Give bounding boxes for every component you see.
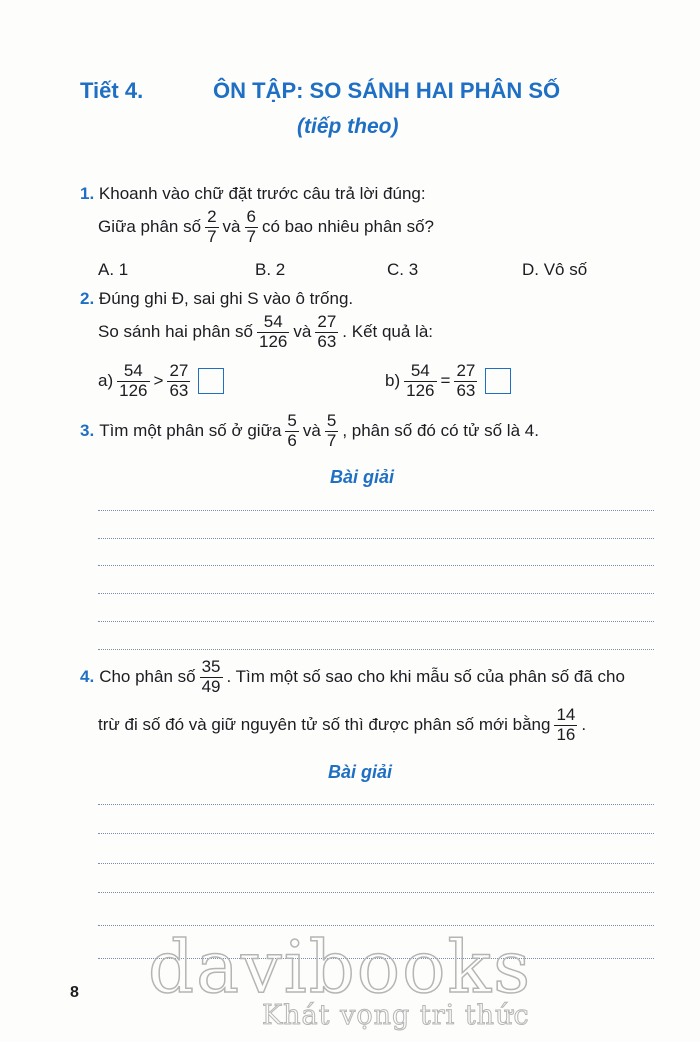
q1-option-d[interactable]: D. Vô số — [522, 260, 588, 279]
watermark-slogan: Khát vọng tri thức — [262, 1000, 530, 1031]
watermark-brand: davibooks — [148, 925, 533, 1009]
q1-text-a: Giữa phân số — [98, 217, 202, 237]
question-1-statement — [98, 208, 434, 246]
page-number: 8 — [70, 984, 79, 1001]
q4-answer-line[interactable] — [98, 863, 654, 864]
q2-b-fraction-1: $\frac{54}{126}$ — [406, 361, 435, 400]
q2-a-operator: > — [153, 371, 164, 391]
q3-text-a: Tìm một phân số ở giữa — [99, 421, 282, 441]
q3-solution-heading: Bài giải — [330, 467, 395, 487]
q2-a-fraction-1: $\frac{54}{126}$ — [119, 361, 148, 400]
q3-fraction-1: $\frac{5}{6}$ — [287, 411, 297, 450]
q2-a-answer-box[interactable] — [198, 368, 224, 394]
q2-b-operator: = — [440, 371, 451, 391]
q4-fraction-1: $\frac{35}{49}$ — [201, 657, 221, 696]
page-title: ÔN TẬP: SO SÁNH HAI PHÂN SỐ — [213, 78, 561, 103]
q4-text-b: . Tìm một số sao cho khi mẫu số của phân số đã cho — [226, 667, 625, 687]
q4-answer-line[interactable] — [98, 833, 654, 834]
q2-text-a: So sánh hai phân số — [98, 322, 254, 342]
q2-statement-a — [98, 362, 224, 400]
question-4-continuation — [98, 706, 586, 744]
question-1-prompt — [80, 184, 426, 204]
q2-b-label: b) — [385, 371, 401, 391]
question-3-prompt — [80, 412, 539, 450]
q4-answer-line[interactable] — [98, 804, 654, 805]
question-4-number: 4. — [80, 667, 95, 687]
q4-text-d: . — [581, 715, 587, 735]
q4-text-a: Cho phân số — [99, 667, 196, 687]
question-2-prompt — [80, 289, 353, 309]
q1-option-c[interactable]: C. 3 — [387, 260, 419, 279]
q2-fraction-1: $\frac{54}{126}$ — [259, 312, 288, 351]
q2-b-fraction-2: $\frac{27}{63}$ — [456, 361, 476, 400]
q2-statement-b — [385, 362, 511, 400]
question-4-prompt — [80, 658, 625, 696]
q2-text-b: . Kết quả là: — [342, 322, 434, 342]
q3-answer-line[interactable] — [98, 649, 654, 650]
question-3-number: 3. — [80, 421, 95, 441]
q2-b-answer-box[interactable] — [485, 368, 511, 394]
q1-option-a[interactable]: A. 1 — [98, 260, 129, 279]
q2-fraction-2: $\frac{27}{63}$ — [317, 312, 337, 351]
q4-fraction-2: $\frac{14}{16}$ — [556, 705, 576, 744]
q3-fraction-2: $\frac{5}{7}$ — [326, 411, 337, 450]
page-subtitle: (tiếp theo) — [297, 115, 399, 138]
q1-text-b: có bao nhiêu phân số? — [261, 217, 435, 237]
lesson-number: Tiết 4. — [80, 78, 144, 103]
q3-answer-line[interactable] — [98, 565, 654, 566]
q4-text-c: trừ đi số đó và giữ nguyên tử số thì được phân số mới bằng — [98, 715, 551, 735]
q1-fraction-2: $\frac{6}{7}$ — [246, 207, 256, 246]
question-2-text: Đúng ghi Đ, sai ghi S vào ô trống. — [98, 289, 354, 308]
question-2-number: 2. — [80, 289, 95, 308]
question-1-number: 1. — [80, 184, 95, 203]
q4-answer-line[interactable] — [98, 892, 654, 893]
q3-answer-line[interactable] — [98, 510, 654, 511]
q4-solution-heading: Bài giải — [328, 762, 393, 782]
q3-text-b: , phân số đó có tử số là 4. — [342, 421, 539, 441]
q3-conj: và — [302, 421, 321, 441]
q1-fraction-1: $\frac{2}{7}$ — [207, 207, 217, 246]
q2-conj: và — [293, 322, 312, 342]
q1-option-b[interactable]: B. 2 — [255, 260, 286, 279]
question-1-text: Khoanh vào chữ đặt trước câu trả lời đúng: — [98, 184, 426, 203]
q2-a-fraction-2: $\frac{27}{63}$ — [169, 361, 189, 400]
q3-answer-line[interactable] — [98, 593, 654, 594]
q3-answer-line[interactable] — [98, 621, 654, 622]
q2-a-label: a) — [98, 371, 114, 391]
q3-answer-line[interactable] — [98, 538, 654, 539]
q1-conj: và — [222, 217, 241, 237]
question-2-statement — [98, 313, 433, 351]
